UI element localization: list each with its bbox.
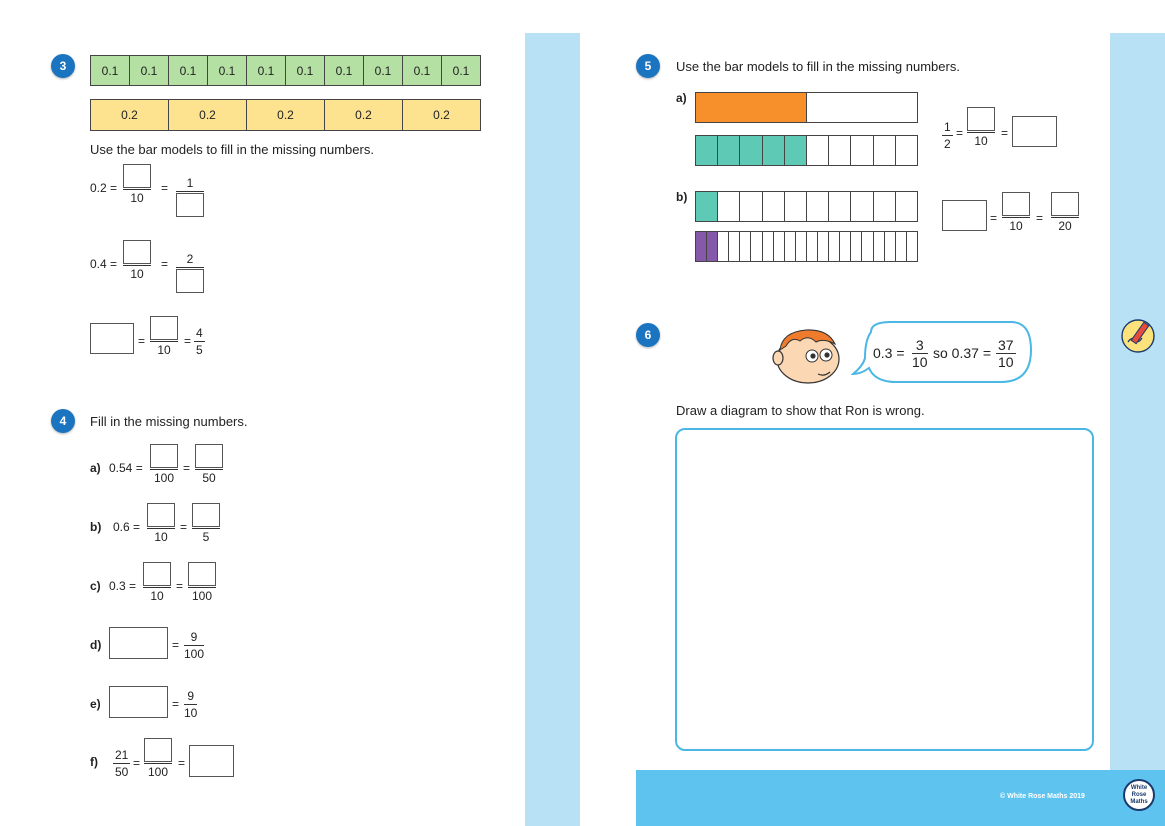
equals-sign: = xyxy=(183,461,191,475)
q5a-tenths-cell xyxy=(763,136,785,165)
equals-sign: = xyxy=(1036,211,1044,225)
q5b-twentieths-cell xyxy=(896,232,907,261)
q5b-tenths-cell xyxy=(851,192,873,221)
answer-box[interactable] xyxy=(143,562,171,586)
q5b-tenths-cell xyxy=(829,192,851,221)
q5a-tenths-cell xyxy=(851,136,873,165)
q5b-tenths-cell xyxy=(718,192,740,221)
answer-box[interactable] xyxy=(189,745,234,777)
q3-line1-frac1: 10 xyxy=(123,164,151,205)
answer-box[interactable] xyxy=(1012,116,1057,147)
equals-sign: = xyxy=(138,334,146,348)
q5b-tenths-cell xyxy=(696,192,718,221)
q4b-decimal: 0.6 = xyxy=(113,520,141,534)
q5b-twentieths-cell xyxy=(874,232,885,261)
q4f-frac1: 21 50 xyxy=(115,748,129,779)
q5b-twentieths-cell xyxy=(740,232,751,261)
q4-instruction: Fill in the missing numbers. xyxy=(90,414,248,429)
equals-sign: = xyxy=(184,334,192,348)
speech-part2: so 0.37 = xyxy=(933,345,991,361)
tenths-cell: 0.1 xyxy=(325,56,364,85)
q5b-tenths-bar-model xyxy=(695,191,918,222)
q5b-twentieths-cell xyxy=(729,232,740,261)
q5b-frac2: 20 xyxy=(1051,192,1079,233)
fifths-bar-model xyxy=(90,99,481,131)
equals-sign: = xyxy=(180,520,188,534)
speech-frac2: 37 10 xyxy=(998,337,1014,370)
q5b-twentieths-cell xyxy=(840,232,851,261)
q3-line1-decimal: 0.2 = xyxy=(90,181,118,195)
q4a-frac2: 50 xyxy=(195,444,223,485)
q5b-tenths-cell xyxy=(740,192,762,221)
fifths-cell: 0.2 xyxy=(247,100,325,130)
equals-sign: = xyxy=(990,211,998,225)
equals-sign: = xyxy=(176,579,184,593)
answer-box[interactable] xyxy=(150,444,178,468)
equals-sign: = xyxy=(172,638,180,652)
answer-box[interactable] xyxy=(967,107,995,131)
q5b-tenths-cell xyxy=(763,192,785,221)
answer-box[interactable] xyxy=(195,444,223,468)
q5b-twentieths-cell xyxy=(785,232,796,261)
q3-line1-frac2: 1 xyxy=(176,176,204,217)
equals-sign: = xyxy=(956,126,964,140)
fifths-cell: 0.2 xyxy=(433,108,450,122)
q5b-frac1: 10 xyxy=(1002,192,1030,233)
q4c-frac1: 10 xyxy=(143,562,171,603)
q5b-twentieths-cell xyxy=(862,232,873,261)
q4b-frac2: 5 xyxy=(192,503,220,544)
right-page-strip xyxy=(1110,33,1165,773)
q4f-frac2: 100 xyxy=(144,738,172,779)
q4a-label: a) xyxy=(90,461,101,475)
answer-box[interactable] xyxy=(1002,192,1030,216)
half-empty xyxy=(807,93,917,122)
tenths-cell: 0.1 xyxy=(286,56,325,85)
q5b-twentieths-cell xyxy=(718,232,729,261)
tenths-cell: 0.1 xyxy=(208,56,247,85)
q5a-label: a) xyxy=(676,91,687,105)
ron-face-icon xyxy=(772,326,844,386)
q5b-tenths-cell xyxy=(874,192,896,221)
q5b-tenths-cell xyxy=(896,192,917,221)
q5b-twentieths-cell xyxy=(807,232,818,261)
q4a-frac1: 100 xyxy=(150,444,178,485)
answer-box[interactable] xyxy=(109,627,168,659)
q5b-twentieths-cell xyxy=(774,232,785,261)
tenths-cell: 0.1 xyxy=(169,56,208,85)
q5b-twentieths-bar-model xyxy=(695,231,918,262)
q4e-label: e) xyxy=(90,697,101,711)
q5b-twentieths-cell xyxy=(763,232,774,261)
q3-line2-frac2: 2 xyxy=(176,252,204,293)
tenths-bar-model xyxy=(90,55,481,86)
tenths-cell: 0.1 xyxy=(403,56,442,85)
q5b-tenths-cell xyxy=(785,192,807,221)
tenths-cell: 0.1 xyxy=(364,56,403,85)
q4f-label: f) xyxy=(90,755,98,769)
q4d-label: d) xyxy=(90,638,102,652)
q4d-frac: 9 100 xyxy=(184,630,205,661)
q5a-tenths-bar-model xyxy=(695,135,918,166)
answer-box[interactable] xyxy=(176,269,204,293)
q5b-twentieths-cell xyxy=(851,232,862,261)
tenths-cell: 0.1 xyxy=(247,56,286,85)
answer-box[interactable] xyxy=(90,323,134,354)
q5b-twentieths-cell xyxy=(796,232,807,261)
answer-box[interactable] xyxy=(109,686,168,718)
question-4-badge: 4 xyxy=(51,409,75,433)
pencil-icon xyxy=(1120,318,1156,354)
question-5-badge: 5 xyxy=(636,54,660,78)
answer-box[interactable] xyxy=(123,240,151,264)
q5b-twentieths-cell xyxy=(751,232,762,261)
q5b-label: b) xyxy=(676,190,688,204)
q5a-tenths-cell xyxy=(829,136,851,165)
fifths-cell: 0.2 xyxy=(91,100,169,130)
q4a-decimal: 0.54 = xyxy=(109,461,143,475)
answer-box[interactable] xyxy=(123,164,151,188)
answer-box[interactable] xyxy=(942,200,987,231)
equals-sign: = xyxy=(1001,126,1009,140)
q5b-twentieths-cell xyxy=(885,232,896,261)
tenths-cell: 0.1 xyxy=(130,56,169,85)
speech-frac1: 3 10 xyxy=(912,337,928,370)
q5b-twentieths-cell xyxy=(707,232,718,261)
question-6-badge: 6 xyxy=(636,323,660,347)
wrm-logo: White Rose Maths xyxy=(1123,779,1155,811)
q5a-tenths-cell xyxy=(807,136,829,165)
halves-bar-model xyxy=(695,92,918,123)
q5b-tenths-cell xyxy=(807,192,829,221)
q5-instruction: Use the bar models to fill in the missing numbers. xyxy=(676,59,960,74)
question-3-badge: 3 xyxy=(51,54,75,78)
fifths-cell: 0.2 xyxy=(325,100,403,130)
q4c-decimal: 0.3 = xyxy=(109,579,137,593)
q5a-tenths-cell xyxy=(696,136,718,165)
half-shaded xyxy=(696,93,807,122)
q5b-twentieths-cell xyxy=(818,232,829,261)
q5a-tenths-cell xyxy=(718,136,740,165)
q5b-twentieths-cell xyxy=(829,232,840,261)
answer-box[interactable] xyxy=(150,316,178,340)
q5a-tenths-cell xyxy=(785,136,807,165)
q5a-half-frac: 1 2 xyxy=(944,120,951,151)
answer-box[interactable] xyxy=(1051,192,1079,216)
answer-box[interactable] xyxy=(192,503,220,527)
answer-box[interactable] xyxy=(188,562,216,586)
tenths-cell: 0.1 xyxy=(452,63,470,78)
q5a-tenths-cell xyxy=(874,136,896,165)
footer-bar xyxy=(636,770,1165,826)
drawing-area[interactable] xyxy=(675,428,1094,751)
q3-line3-frac2: 4 5 xyxy=(196,326,203,357)
q3-instruction: Use the bar models to fill in the missing numbers. xyxy=(90,142,374,157)
answer-box[interactable] xyxy=(176,193,204,217)
q3-line2-frac1: 10 xyxy=(123,240,151,281)
q4c-frac2: 100 xyxy=(188,562,216,603)
copyright-text: © White Rose Maths 2019 xyxy=(1000,793,1085,800)
equals-sign: = xyxy=(133,756,141,770)
q5a-frac2: 10 xyxy=(967,107,995,148)
q5a-tenths-cell xyxy=(740,136,762,165)
q4b-frac1: 10 xyxy=(147,503,175,544)
speech-part1: 0.3 = xyxy=(873,345,905,361)
equals-sign: = xyxy=(172,697,180,711)
q5b-twentieths-cell xyxy=(907,232,917,261)
q4e-frac: 9 10 xyxy=(184,689,198,720)
q5b-twentieths-cell xyxy=(696,232,707,261)
tenths-cell: 0.1 xyxy=(91,56,130,85)
fifths-cell: 0.2 xyxy=(169,100,247,130)
equals-sign: = xyxy=(161,181,169,195)
q4c-label: c) xyxy=(90,579,101,593)
q5a-tenths-cell xyxy=(896,136,917,165)
answer-box[interactable] xyxy=(144,738,172,762)
q3-line2-decimal: 0.4 = xyxy=(90,257,118,271)
equals-sign: = xyxy=(178,756,186,770)
answer-box[interactable] xyxy=(147,503,175,527)
q6-instruction: Draw a diagram to show that Ron is wrong. xyxy=(676,403,925,418)
q3-line3-frac1: 10 xyxy=(150,316,178,357)
equals-sign: = xyxy=(161,257,169,271)
left-page-strip xyxy=(525,33,580,826)
q4b-label: b) xyxy=(90,520,102,534)
